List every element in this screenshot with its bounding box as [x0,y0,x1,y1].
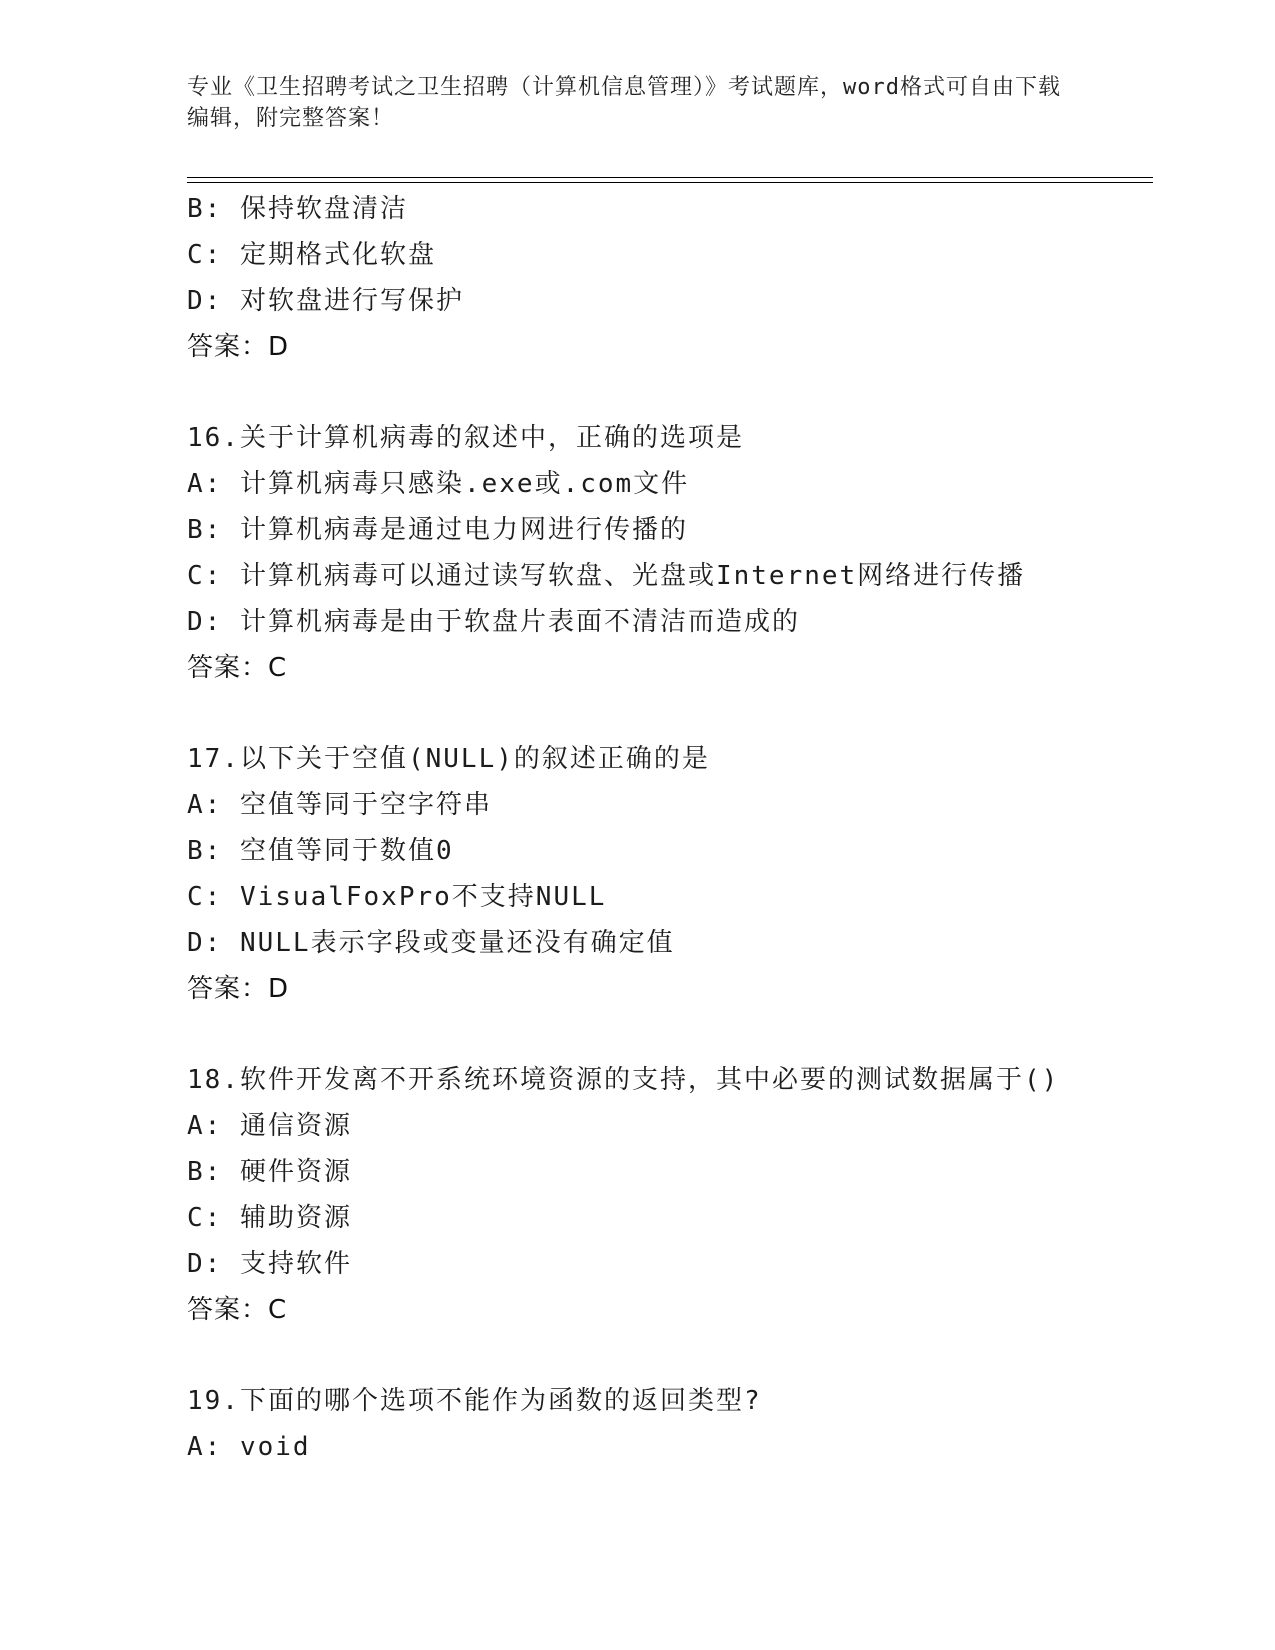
option-d: D: 计算机病毒是由于软盘片表面不清洁而造成的 [187,607,800,637]
answer: 答案：D [187,332,290,362]
question-list [187,186,1153,1470]
option-a: A: 通信资源 [187,1111,352,1141]
header-text: 专业《卫生招聘考试之卫生招聘（计算机信息管理）》考试题库，word格式可自由下载编辑，附完整答案！ [187,75,1061,131]
spacer [187,691,1153,736]
question-18 [187,1057,1153,1333]
question-stem: 16.关于计算机病毒的叙述中，正确的选项是 [187,423,744,453]
option-b: B: 保持软盘清洁 [187,194,408,224]
option-c: C: VisualFoxPro不支持NULL [187,882,607,912]
question-stem: 17.以下关于空值(NULL)的叙述正确的是 [187,744,710,774]
question-stem: 18.软件开发离不开系统环境资源的支持，其中必要的测试数据属于() [187,1065,1060,1095]
option-b: B: 空值等同于数值0 [187,836,454,866]
option-d: D: 支持软件 [187,1249,352,1279]
option-b: B: 计算机病毒是通过电力网进行传播的 [187,515,688,545]
question-17 [187,736,1153,1012]
option-a: A: 空值等同于空字符串 [187,790,492,820]
option-c: C: 定期格式化软盘 [187,240,436,270]
header-rule-bottom [187,182,1153,183]
option-a: A: void [187,1432,311,1462]
option-d: D: 对软盘进行写保护 [187,286,464,316]
question-19 [187,1378,1153,1470]
answer: 答案：D [187,974,290,1004]
option-d: D: NULL表示字段或变量还没有确定值 [187,928,675,958]
header-rule-top [187,177,1153,178]
answer: 答案：C [187,653,288,683]
option-a: A: 计算机病毒只感染.exe或.com文件 [187,469,690,499]
spacer [187,1333,1153,1378]
option-c: C: 计算机病毒可以通过读写软盘、光盘或Internet网络进行传播 [187,561,1026,591]
question-16 [187,415,1153,691]
answer: 答案：C [187,1295,288,1325]
option-c: C: 辅助资源 [187,1203,352,1233]
option-b: B: 硬件资源 [187,1157,352,1187]
spacer [187,1012,1153,1057]
question-15 [187,186,1153,370]
document-header [187,72,1067,134]
spacer [187,370,1153,415]
question-stem: 19.下面的哪个选项不能作为函数的返回类型? [187,1386,762,1416]
